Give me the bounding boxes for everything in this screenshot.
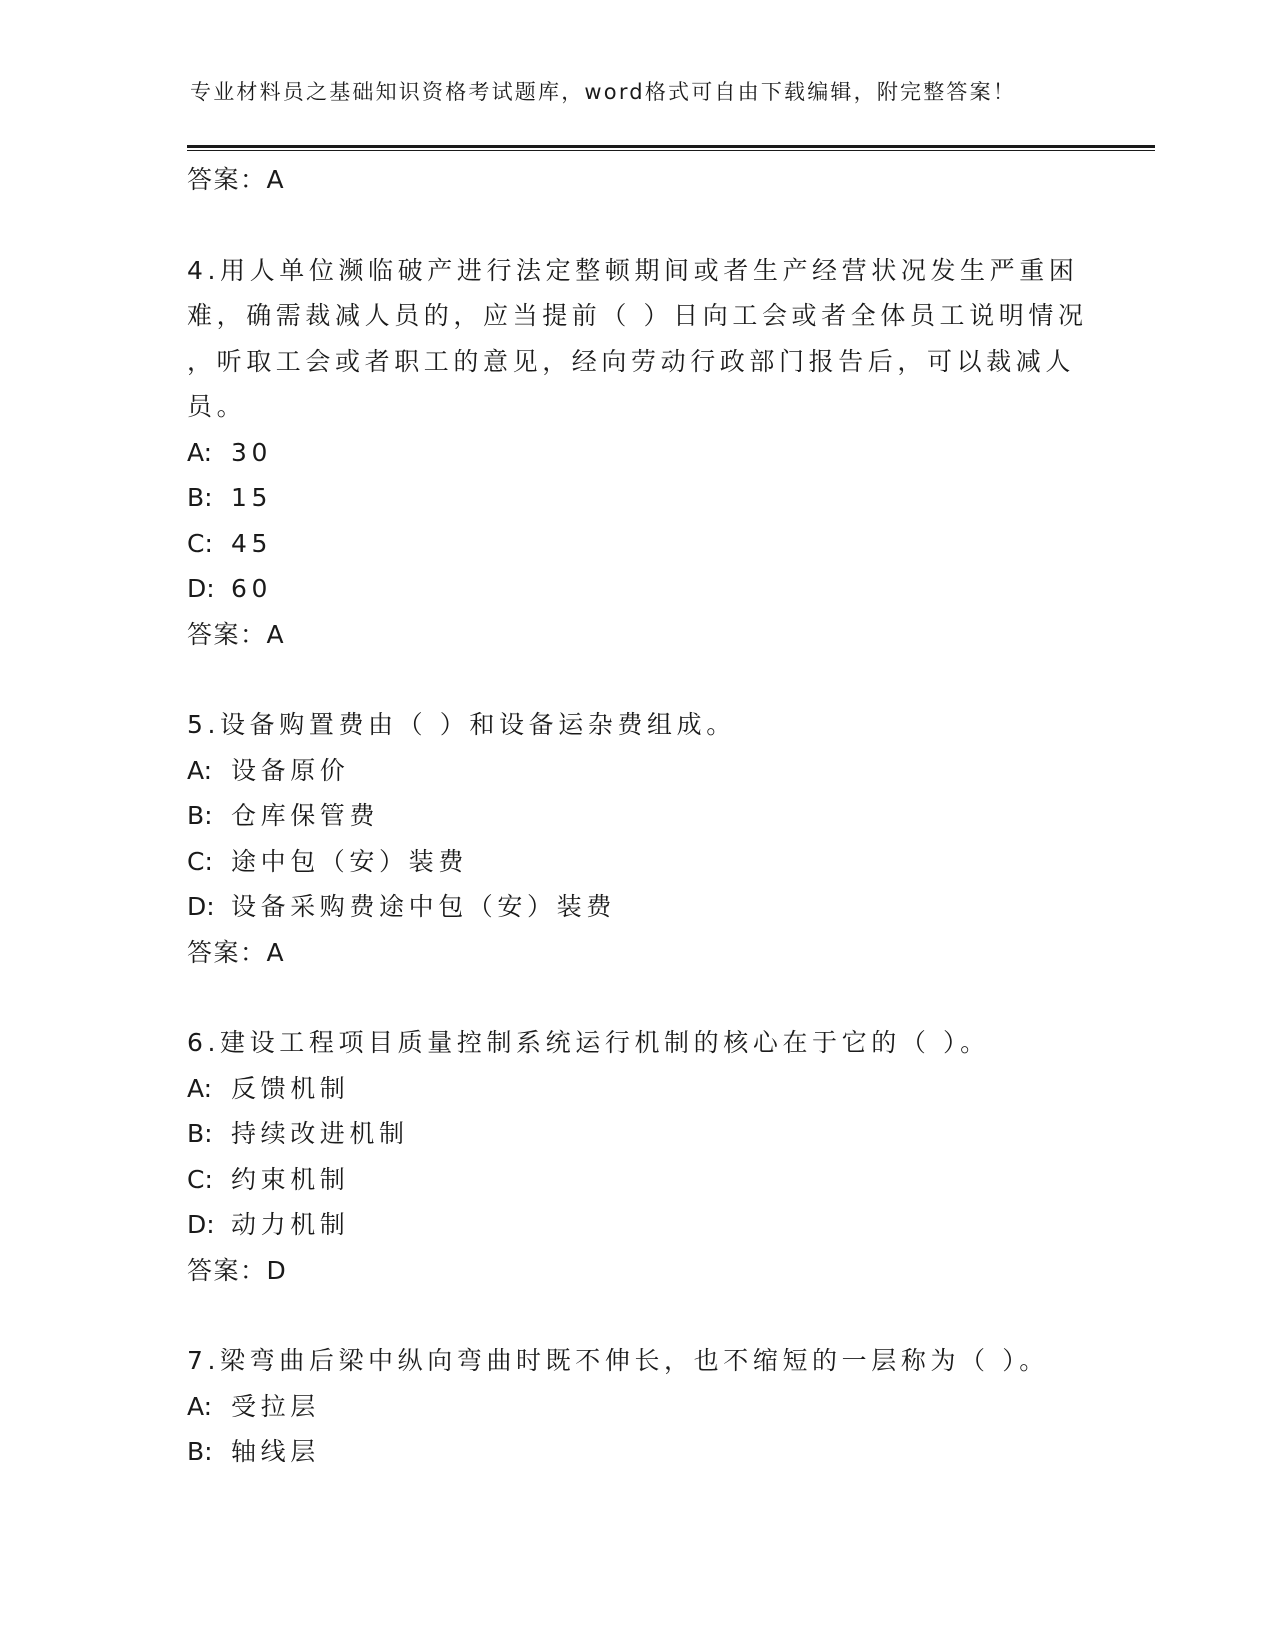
option-letter: C:	[187, 528, 213, 558]
answer-line: 答案：A	[187, 165, 286, 194]
header-rule	[187, 145, 1155, 148]
question-stem: 难，确需裁减人员的，应当提前（ ）日向工会或者全体员工说明情况	[187, 301, 1088, 330]
option-text: 15	[231, 483, 273, 512]
question-block	[187, 702, 1117, 975]
page-header: 专业材料员之基础知识资格考试题库，word格式可自由下载编辑，附完整答案！	[190, 80, 1017, 104]
question-stem: 员。	[187, 392, 247, 421]
option-letter: D:	[187, 574, 215, 603]
option-text: 45	[231, 528, 273, 558]
option-letter: D:	[187, 1210, 215, 1239]
option-text: 动力机制	[231, 1210, 350, 1239]
option-letter: A:	[187, 755, 213, 785]
option-item	[187, 1157, 1117, 1203]
option-text: 设备采购费途中包（安）装费	[231, 892, 616, 921]
option-text: 仓库保管费	[231, 801, 380, 830]
option-text: 反馈机制	[231, 1073, 350, 1103]
option-letter: B:	[187, 483, 213, 512]
option-item	[187, 566, 1117, 612]
question-stem: ，听取工会或者职工的意见，经向劳动行政部门报告后，可以裁减人	[187, 346, 1076, 376]
option-letter: D:	[187, 892, 215, 921]
question-block	[187, 1338, 1117, 1475]
option-item	[187, 1429, 1117, 1475]
question-stem: 6.建设工程项目质量控制系统运行机制的核心在于它的（ ）。	[187, 1028, 990, 1057]
option-text: 受拉层	[231, 1391, 320, 1421]
option-item	[187, 839, 1117, 885]
question-block	[187, 248, 1117, 658]
question-block	[187, 1020, 1117, 1293]
header-rule-thin	[187, 150, 1155, 151]
option-text: 30	[231, 437, 273, 467]
option-item	[187, 1066, 1117, 1112]
spacer	[187, 975, 1117, 1020]
answer-line: 答案：D	[187, 1255, 288, 1285]
spacer	[187, 1293, 1117, 1338]
question-list	[187, 157, 1117, 1475]
option-letter: C:	[187, 846, 213, 876]
option-item	[187, 430, 1117, 476]
option-item	[187, 884, 1117, 930]
question-stem: 4.用人单位濒临破产进行法定整顿期间或者生产经营状况发生严重困	[187, 255, 1079, 285]
option-item	[187, 1111, 1117, 1157]
option-letter: B:	[187, 1119, 213, 1148]
question-stem: 5.设备购置费由（ ）和设备运杂费组成。	[187, 710, 736, 739]
option-letter: A:	[187, 437, 213, 467]
option-text: 途中包（安）装费	[231, 846, 468, 876]
option-text: 持续改进机制	[231, 1119, 409, 1148]
option-letter: B:	[187, 1437, 213, 1466]
option-item	[187, 1202, 1117, 1248]
answer-line: 答案：A	[187, 619, 286, 649]
option-text: 60	[231, 574, 273, 603]
spacer	[187, 203, 1117, 248]
option-text: 设备原价	[231, 755, 350, 785]
option-item	[187, 1384, 1117, 1430]
option-letter: A:	[187, 1073, 213, 1103]
spacer	[187, 657, 1117, 702]
option-text: 约束机制	[231, 1164, 350, 1194]
option-item	[187, 521, 1117, 567]
option-letter: C:	[187, 1164, 213, 1194]
option-letter: B:	[187, 801, 213, 830]
option-letter: A:	[187, 1391, 213, 1421]
option-item	[187, 793, 1117, 839]
option-item	[187, 475, 1117, 521]
option-item	[187, 748, 1117, 794]
question-stem: 7.梁弯曲后梁中纵向弯曲时既不伸长，也不缩短的一层称为（ ）。	[187, 1346, 1049, 1375]
option-text: 轴线层	[231, 1437, 320, 1466]
answer-line: 答案：A	[187, 937, 286, 967]
